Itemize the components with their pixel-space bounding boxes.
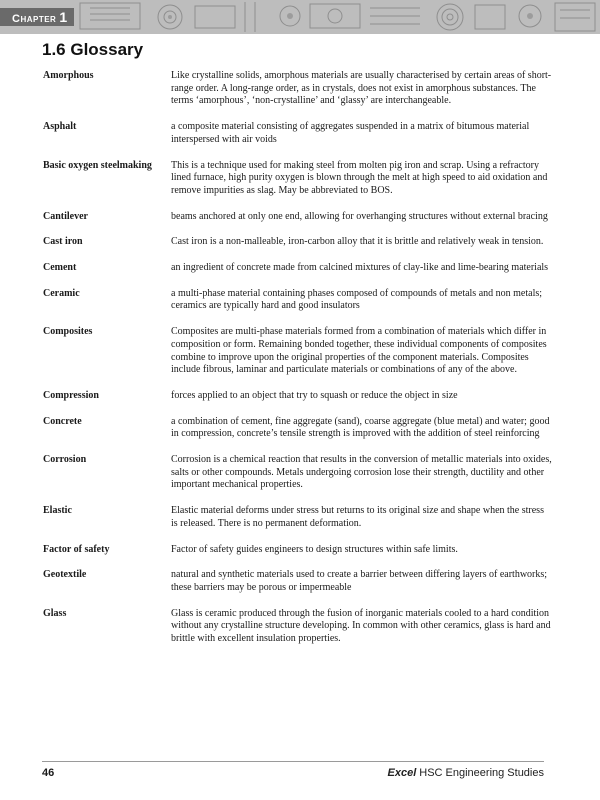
glossary-term: Concrete bbox=[43, 415, 82, 427]
glossary-definition: a composite material consisting of aggregates suspended in a matrix of bitumous material interspersed with air voids bbox=[171, 121, 530, 145]
glossary-entry bbox=[43, 70, 553, 108]
glossary-definition: a multi-phase material containing phases composed of compounds of metals and non metals; ceramics are typically hard and good insulators bbox=[171, 287, 543, 312]
glossary-entry bbox=[43, 505, 553, 530]
glossary-definition: an ingredient of concrete made from calcined mixtures of clay-like and lime-bearing materials bbox=[171, 262, 549, 274]
book-title bbox=[388, 767, 545, 779]
chapter-label bbox=[0, 8, 74, 26]
publisher-brand: Excel bbox=[387, 767, 417, 779]
glossary-entry bbox=[43, 544, 553, 557]
glossary-term: Basic oxygen steelmaking bbox=[43, 159, 152, 171]
glossary-term: Composites bbox=[43, 326, 93, 338]
chapter-number: 1 bbox=[59, 9, 68, 25]
glossary-definition: Composites are multi-phase materials formed from a combination of materials which differ in composition or form. Remaining bonded together, these individual components of composites combine to improve upon the original properties of the component materials. Composites include fibrous, laminar and particulate materials or combinations of any of the above. bbox=[171, 326, 547, 376]
glossary-definition: Factor of safety guides engineers to design structures within safe limits. bbox=[171, 543, 458, 555]
glossary-term: Geotextile bbox=[43, 569, 87, 581]
glossary-entry bbox=[43, 416, 553, 441]
glossary-definition: Corrosion is a chemical reaction that results in the conversion of metallic materials into oxides, salts or other compounds. Metals undergoing corrosion lose their strength, ductility and other important mechanical properties. bbox=[171, 454, 552, 491]
chapter-label-text: Chapter bbox=[12, 13, 57, 25]
glossary-term: Glass bbox=[43, 607, 67, 619]
glossary-entry bbox=[43, 326, 553, 377]
glossary-entry bbox=[43, 390, 553, 403]
glossary-term: Ceramic bbox=[43, 287, 80, 299]
glossary-definition: Glass is ceramic produced through the fusion of inorganic materials cooled to a hard condition without any crystalline structure developing. In common with other ceramics, glass is hard and brittle with excellent insulation properties. bbox=[171, 607, 551, 645]
footer-divider bbox=[42, 761, 544, 762]
glossary-term: Cantilever bbox=[43, 210, 88, 222]
glossary-definition: This is a technique used for making steel from molten pig iron and scrap. Using a refractory lined furnace, high purity oxygen is blown through the melt at high speed to aid oxidation and remove impurities as slag. May be abbreviated to BOS. bbox=[171, 159, 548, 196]
glossary-entry bbox=[43, 569, 553, 594]
glossary-term: Cast iron bbox=[43, 236, 83, 248]
glossary-term: Corrosion bbox=[43, 454, 87, 466]
glossary-term: Compression bbox=[43, 389, 99, 401]
decorative-machinery-graphic bbox=[0, 0, 600, 34]
glossary-list bbox=[43, 70, 553, 646]
glossary-definition: natural and synthetic materials used to create a barrier between differing layers of earthworks; these barriers may be porous or impermeable bbox=[171, 569, 548, 593]
glossary-entry bbox=[43, 608, 553, 646]
glossary-definition: beams anchored at only one end, allowing for overhanging structures without external bracing bbox=[171, 210, 548, 222]
glossary-entry bbox=[43, 121, 553, 146]
glossary-entry bbox=[43, 262, 553, 275]
glossary-entry bbox=[43, 288, 553, 313]
glossary-term: Amorphous bbox=[43, 70, 94, 81]
glossary-entry bbox=[43, 211, 553, 224]
page-number: 46 bbox=[42, 767, 55, 779]
chapter-header-banner bbox=[0, 0, 600, 34]
glossary-entry bbox=[43, 236, 553, 249]
glossary-term: Asphalt bbox=[43, 121, 77, 133]
book-title-text: HSC Engineering Studies bbox=[419, 767, 544, 779]
glossary-term: Cement bbox=[43, 262, 77, 274]
glossary-definition: Elastic material deforms under stress but returns to its original size and shape when the stress is released. There is no permanent deformation. bbox=[171, 505, 544, 529]
glossary-definition: Cast iron is a non-malleable, iron-carbon alloy that it is brittle and relatively weak in tension. bbox=[171, 236, 544, 248]
glossary-entry bbox=[43, 160, 553, 198]
glossary-term: Factor of safety bbox=[43, 543, 110, 555]
section-title: 1.6 Glossary bbox=[42, 40, 144, 59]
glossary-entry bbox=[43, 454, 553, 492]
glossary-definition: a combination of cement, fine aggregate (sand), coarse aggregate (blue metal) and water; good in compression, concrete’s tensile strength is improved with the addition of steel reinforcing bbox=[171, 415, 550, 440]
glossary-definition: Like crystalline solids, amorphous materials are usually characterised by certain areas of short-range order. A long-range order, as in crystals, does not exist in amorphous substances. The terms ‘amorphous’, ‘non-crystalline’ and ‘glassy’ are interchangeable. bbox=[171, 70, 552, 107]
glossary-definition: forces applied to an object that try to squash or reduce the object in size bbox=[171, 389, 458, 401]
glossary-term: Elastic bbox=[43, 505, 72, 517]
